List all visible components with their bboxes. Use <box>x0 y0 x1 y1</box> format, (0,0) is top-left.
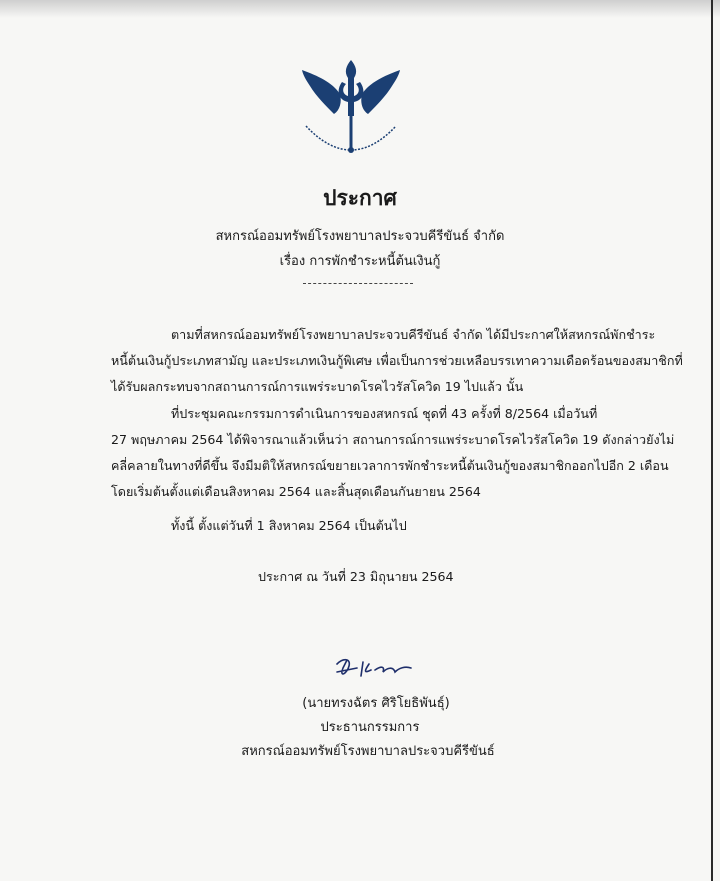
handwritten-signature <box>333 654 423 684</box>
announcement-title: ประกาศ <box>323 186 397 210</box>
announcement-date: ประกาศ ณ วันที่ 23 มิถุนายน 2564 <box>258 569 454 584</box>
paragraph-1-line: ได้รับผลกระทบจากสถานการณ์การแพร่ระบาดโรคไวรัสโควิด 19 ไปแล้ว นั้น <box>111 379 524 394</box>
paragraph-1-line: ตามที่สหกรณ์ออมทรัพย์โรงพยาบาลประจวบคีรีขันธ์ จำกัด ได้มีประกาศให้สหกรณ์พักชำระ <box>171 327 656 342</box>
paragraph-1-line: หนี้ต้นเงินกู้ประเภทสามัญ และประเภทเงินกู้พิเศษ เพื่อเป็นการช่วยเหลือบรรเทาความเดือดร้อนของสมาชิกที่ <box>111 353 683 368</box>
org-name: สหกรณ์ออมทรัพย์โรงพยาบาลประจวบคีรีขันธ์ จำกัด <box>215 229 505 244</box>
paragraph-2-line: ที่ประชุมคณะกรรมการดำเนินการของสหกรณ์ ชุดที่ 43 ครั้งที่ 8/2564 เมื่อวันที่ <box>171 406 598 421</box>
cooperative-logo <box>296 56 406 166</box>
paragraph-2-line: คลี่คลายในทางที่ดีขึ้น จึงมีมติให้สหกรณ์ขยายเวลาการพักชำระหนี้ต้นเงินกู้ของสมาชิกออกไปอีก 2 เดือน <box>111 458 669 473</box>
effective-date: ทั้งนี้ ตั้งแต่วันที่ 1 สิงหาคม 2564 เป็นต้นไป <box>171 518 407 533</box>
paragraph-2-line: 27 พฤษภาคม 2564 ได้พิจารณาแล้วเห็นว่า สถานการณ์การแพร่ระบาดโรคไวรัสโควิด 19 ดังกล่าวยังไม่ <box>111 432 675 447</box>
chairman-name: (นายทรงฉัตร ศิริโยธิพันธุ์) <box>302 696 450 711</box>
title-divider <box>303 283 413 284</box>
chairman-position: ประธานกรรมการ <box>320 720 420 735</box>
subject-line: เรื่อง การพักชำระหนี้ต้นเงินกู้ <box>279 254 441 269</box>
scan-shadow <box>0 0 720 18</box>
paragraph-2-line: โดยเริ่มต้นตั้งแต่เดือนสิงหาคม 2564 และสิ้นสุดเดือนกันยายน 2564 <box>111 484 481 499</box>
signature-organization: สหกรณ์ออมทรัพย์โรงพยาบาลประจวบคีรีขันธ์ <box>241 744 495 759</box>
